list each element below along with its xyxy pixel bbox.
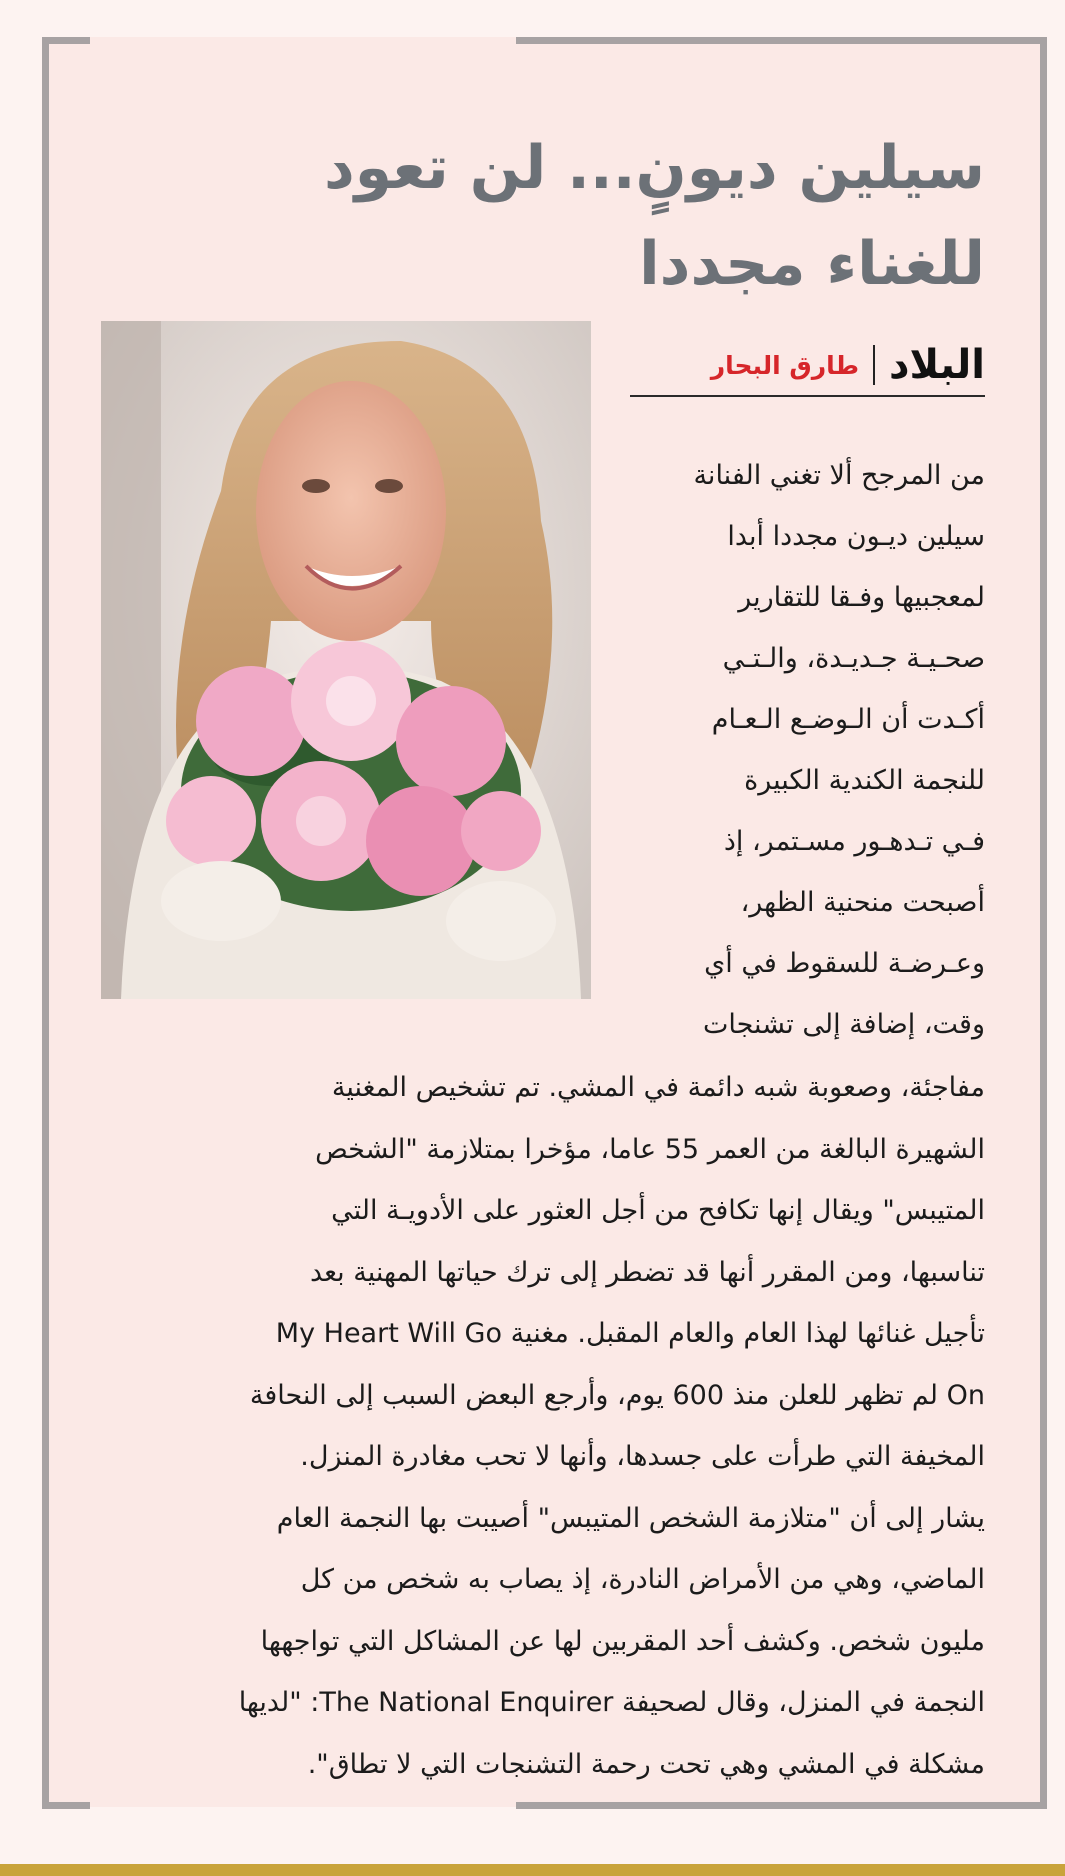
headline — [105, 120, 985, 312]
body-text-line: المخيفة التي طرأت على جسدها، وأنها لا تحب مغادرة المنزل. — [300, 1441, 985, 1472]
body-text-line: تأجيل غنائها لهذا العام والعام المقبل. مغنية My Heart Will Go — [275, 1318, 985, 1349]
headline-line-2: للغناء مجددا — [639, 229, 985, 299]
byline — [630, 335, 985, 397]
headline-line-1: سيلين ديونٍ... لن تعود — [324, 133, 985, 203]
author-name: طارق البحار — [710, 350, 860, 380]
body-text-line: أكـدت أن الـوضـع الـعـام — [711, 704, 985, 735]
body-text-line: وقت، إضافة إلى تشنجات — [702, 1009, 985, 1040]
body-text-line: مشكلة في المشي وهي تحت رحمة التشنجات التي لا تطاق". — [307, 1748, 985, 1780]
body-text-line: الشهيرة البالغة من العمر 55 عاما، مؤخرا بمتلازمة "الشخص — [315, 1133, 985, 1165]
frame-border-top-right — [516, 37, 1047, 44]
body-text-line: من المرجح ألا تغني الفنانة — [693, 460, 985, 491]
frame-border-right — [1040, 37, 1047, 1809]
body-text-line: المتيبس" ويقال إنها تكافح من أجل العثور على الأدويـة التي — [331, 1195, 985, 1226]
body-text-line: سيلين ديـون مجددا أبدا — [727, 521, 985, 552]
body-text-line: لمعجبيها وفـقا للتقارير — [738, 582, 985, 613]
body-text-line: يشار إلى أن "متلازمة الشخص المتيبس" أصيبت بها النجمة العام — [276, 1502, 985, 1534]
frame-border-top-left — [42, 37, 90, 44]
body-text-line: النجمة في المنزل، وقال لصحيفة The National Enquirer: "لديها — [238, 1687, 985, 1718]
frame-border-bottom-left — [42, 1802, 90, 1809]
body-text-line: مليون شخص. وكشف أحد المقربين لها عن المشاكل التي تواجهها — [260, 1625, 985, 1657]
article-body-column — [628, 445, 985, 1055]
newspaper-logo: البلاد — [889, 342, 985, 388]
body-text-line: تناسبها، ومن المقرر أنها قد تضطر إلى ترك حياتها المهنية بعد — [309, 1256, 985, 1288]
body-text-line: وعـرضـة للسقوط في أي — [704, 948, 985, 979]
bottom-accent-strip — [0, 1864, 1065, 1876]
body-text-line: للنجمة الكندية الكبيرة — [744, 765, 985, 796]
body-text-line: أصبحت منحنية الظهر، — [740, 887, 985, 918]
frame-border-left — [42, 37, 49, 1809]
celine-dion-photo — [101, 321, 591, 999]
byline-separator — [873, 345, 875, 385]
photo-illustration — [101, 321, 591, 999]
body-text-line: الماضي، وهي من الأمراض النادرة، إذ يصاب به شخص من كل — [300, 1564, 985, 1595]
body-text-line: مفاجئة، وصعوبة شبه دائمة في المشي. تم تشخيص المغنية — [331, 1072, 985, 1103]
article-body-wide — [99, 1057, 985, 1795]
body-text-line: فـي تـدهـور مسـتمر، إذ — [723, 826, 985, 857]
frame-border-bottom-right — [516, 1802, 1047, 1809]
body-text-line: صحـيـة جـديـدة، والـتـي — [722, 643, 985, 674]
body-text-line: On لم تظهر للعلن منذ 600 يوم، وأرجع البعض السبب إلى النحافة — [249, 1379, 985, 1411]
